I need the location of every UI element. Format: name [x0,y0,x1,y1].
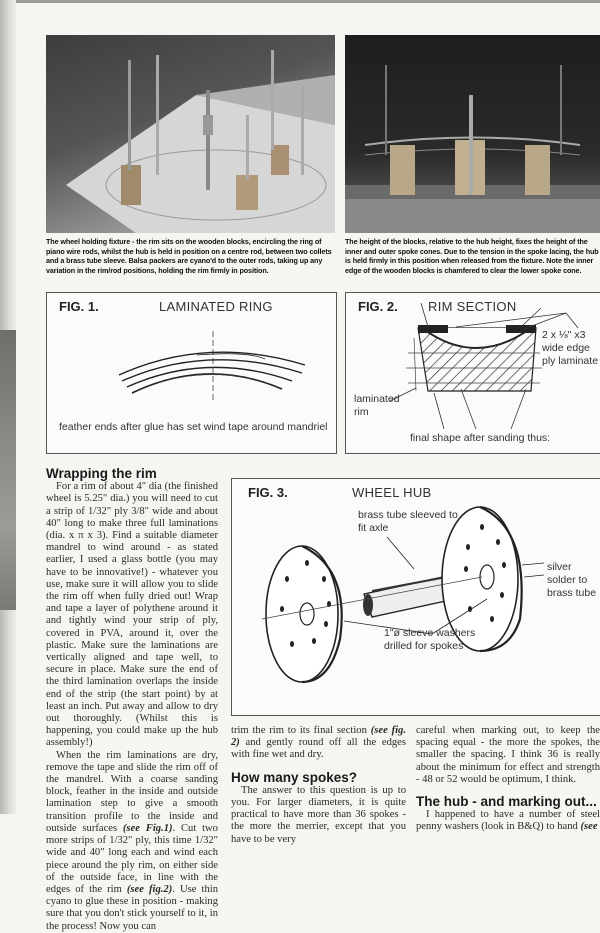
adjacent-page-photo-edge [0,330,16,610]
figure-reference: (see fig. 2) [231,725,407,749]
paragraph-text: trim the rim to its final section [231,725,367,736]
figure-reference: (see [580,821,598,833]
figure-rim-section [345,292,600,454]
article-column-2 [231,725,406,846]
figure-label: FIG. 2. [358,299,398,314]
figure-title: RIM SECTION [428,299,517,314]
figure-note: feather ends after glue has set wind tape around mandriel [59,421,328,433]
paragraph [46,750,218,933]
paragraph [416,809,600,833]
figure-wheel-hub [231,478,600,716]
section-heading: The hub - and marking out... [416,794,597,810]
figure-label: FIG. 3. [248,485,288,500]
wheel-holding-fixture-photo [46,35,335,233]
figure-label: FIG. 1. [59,299,99,314]
figure-laminated-ring [46,292,337,454]
figure-reference: (see fig.2) [126,883,173,895]
section-heading: Wrapping the rim [46,466,157,481]
figure-note-sleeve-washers: 1"ø sleeve washers drilled for spokes [384,627,476,652]
rim-section-diagram [346,293,600,453]
photo-caption-fixture: The wheel holding fixture - the rim sits on the wooden blocks, encircling the ring of piano wire rods, whilst the hub is held in position on a centre rod, between two collets and a brass tube sleeve. Balsa packers are cyano'd to the outer rods, taking up any variation in the rim/rod positions, holding the rim firmly in position. [46,237,332,275]
page-top-edge [16,0,600,3]
paragraph-text: . Cut two more strips of 1/32" ply, this time 1/32" wide and 40" long each and wind each piece around the ply rim, on either side of the outside face, in line with the edges of the rim [46,822,218,895]
figure-note-final-shape: final shape after sanding thus: [410,432,551,444]
blocks-height-photo [345,35,600,233]
article-column-1 [46,468,218,933]
paragraph: For a rim of about 4" dia (the finished wheel is 5.25" dia.) you will need to cut a strip of 1/32" ply 3/8" wide and about 40" long to make three full laminations (dia. x π x 3). Find a suitable diameter mandrel to wind around - as stated earlier, I used a glass bottle (you may have to be innovative!) - whatever you use, make sure it will allow you to slide the rim off when fully dried out! Wrap and tape a layer of polythene around it and tightly wind your strip of ply, covered in PVA, around it, over the plastic. Make sure the laminations are vertically aligned and tape well, to secure in place. Make sure the end of the third lamination overlaps the inside end of the strip (the start point) by at least an inch. Put away and allow to dry out thoroughly. (Whilst this is happening, you could make up the hub assembly!) [46,481,218,749]
paragraph: careful when marking out, to keep the spacing equal - the more the spokes, the smaller the spacing. I think 36 is really about the minimum for effect and strength - 48 or 52 would be optimum, I think. [416,725,600,785]
paragraph-text: I happened to have a number of steel penny washers (look in B&Q) to hand [416,809,600,833]
figure-reference: (see Fig.1) [122,822,173,834]
paragraph: The answer to this question is up to you. For larger diameters, it is quite practical to have more than 36 spokes - the more the merrier, except that you have to be very [231,784,406,845]
article-column-3 [416,725,600,834]
figure-title: LAMINATED RING [159,299,273,314]
photo-caption-blocks: The height of the blocks, relative to the hub height, fixes the height of the inner and outer spoke cones. Due to the tension in the spoke lacing, the hub is held firmly in this position when released from the fixture. Note the inner edge of the wooden blocks is chamfered to clear the lower spoke cone. [345,237,599,275]
paragraph-text: When the rim laminations are dry, remove the tape and slide the rim off of the mandrel. With a coarse sanding block, feather in the inside and outside lamination step to give a smooth transition profile to the inside and outside surfaces [46,749,218,834]
figure-note-brass-tube: brass tube sleeved to fit axle [358,509,458,534]
figure-note-silver-solder: silver solder to brass tube [547,561,597,599]
figure-note-rim: laminated rim [354,393,400,418]
figure-title: WHEEL HUB [352,485,432,500]
figure-note-laminate: 2 x ⅛" x3 wide edge ply laminate [542,329,599,367]
paragraph-text: . Use thin cyano to glue these in position - making sure that you don't stick yourself to it, in the process! Now you can [46,883,219,932]
paragraph [231,725,406,762]
paragraph-text: and gently round off all the edges with fine wet and dry. [231,737,406,761]
section-heading: How many spokes? [231,769,358,785]
